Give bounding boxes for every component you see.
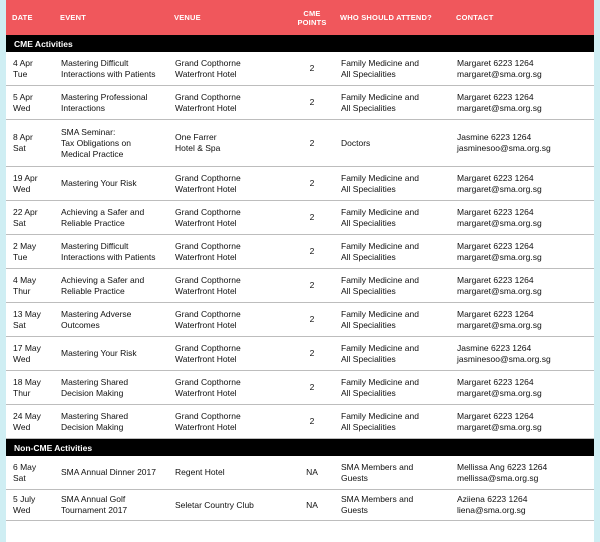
cell-venue: Grand Copthorne Waterfront Hotel	[168, 86, 290, 120]
section-label-cme: CME Activities	[6, 35, 594, 52]
cell-points: NA	[290, 456, 334, 490]
cell-contact: Margaret 6223 1264 margaret@sma.org.sg	[450, 303, 594, 337]
cell-contact: Aziiena 6223 1264 liena@sma.org.sg	[450, 490, 594, 521]
cell-event: Mastering Professional Interactions	[54, 86, 168, 120]
cell-venue: Grand Copthorne Waterfront Hotel	[168, 52, 290, 86]
cell-event: Achieving a Safer and Reliable Practice	[54, 269, 168, 303]
cell-date: 2 May Tue	[6, 235, 54, 269]
cell-points: 2	[290, 405, 334, 439]
cell-event: Mastering Your Risk	[54, 337, 168, 371]
header-venue: VENUE	[168, 0, 290, 35]
cell-attend: Family Medicine and All Specialities	[334, 371, 450, 405]
table-row	[6, 405, 594, 439]
table-row	[6, 167, 594, 201]
cell-date: 18 May Thur	[6, 371, 54, 405]
header-who-should-attend: WHO SHOULD ATTEND?	[334, 0, 450, 35]
cell-points: 2	[290, 167, 334, 201]
section-row-cme	[6, 35, 594, 52]
cell-points: NA	[290, 490, 334, 521]
cell-attend: Family Medicine and All Specialities	[334, 337, 450, 371]
section-row-non-cme	[6, 439, 594, 457]
cell-date: 24 May Wed	[6, 405, 54, 439]
section-label-non-cme: Non-CME Activities	[6, 439, 594, 457]
cell-attend: Family Medicine and All Specialities	[334, 201, 450, 235]
table-row	[6, 456, 594, 490]
cell-contact: Margaret 6223 1264 margaret@sma.org.sg	[450, 371, 594, 405]
cell-venue: Grand Copthorne Waterfront Hotel	[168, 269, 290, 303]
cell-date: 5 July Wed	[6, 490, 54, 521]
cell-points: 2	[290, 52, 334, 86]
cell-points: 2	[290, 86, 334, 120]
table-row	[6, 52, 594, 86]
cell-event: SMA Annual Golf Tournament 2017	[54, 490, 168, 521]
cell-date: 22 Apr Sat	[6, 201, 54, 235]
table-row	[6, 201, 594, 235]
cell-points: 2	[290, 201, 334, 235]
cell-contact: Margaret 6223 1264 margaret@sma.org.sg	[450, 52, 594, 86]
header-cme-points: CME POINTS	[290, 0, 334, 35]
table-row	[6, 120, 594, 167]
cell-attend: Family Medicine and All Specialities	[334, 167, 450, 201]
table-row	[6, 235, 594, 269]
cell-date: 5 Apr Wed	[6, 86, 54, 120]
cell-contact: Jasmine 6223 1264 jasminesoo@sma.org.sg	[450, 120, 594, 167]
table-row	[6, 86, 594, 120]
cell-attend: Family Medicine and All Specialities	[334, 235, 450, 269]
cell-contact: Margaret 6223 1264 margaret@sma.org.sg	[450, 86, 594, 120]
cell-date: 13 May Sat	[6, 303, 54, 337]
cell-date: 17 May Wed	[6, 337, 54, 371]
cell-contact: Mellissa Ang 6223 1264 mellissa@sma.org.sg	[450, 456, 594, 490]
table-row	[6, 337, 594, 371]
cell-contact: Jasmine 6223 1264 jasminesoo@sma.org.sg	[450, 337, 594, 371]
table-header-row	[6, 0, 594, 35]
cell-points: 2	[290, 120, 334, 167]
cell-venue: Regent Hotel	[168, 456, 290, 490]
cell-points: 2	[290, 303, 334, 337]
table-row	[6, 490, 594, 521]
cell-attend: SMA Members and Guests	[334, 456, 450, 490]
cell-event: Mastering Your Risk	[54, 167, 168, 201]
cell-venue: Grand Copthorne Waterfront Hotel	[168, 337, 290, 371]
cell-attend: Family Medicine and All Specialities	[334, 86, 450, 120]
cell-attend: Family Medicine and All Specialities	[334, 405, 450, 439]
cell-attend: Family Medicine and All Specialities	[334, 52, 450, 86]
cell-attend: SMA Members and Guests	[334, 490, 450, 521]
cell-date: 19 Apr Wed	[6, 167, 54, 201]
cell-event: Mastering Adverse Outcomes	[54, 303, 168, 337]
cell-venue: One Farrer Hotel & Spa	[168, 120, 290, 167]
cell-venue: Grand Copthorne Waterfront Hotel	[168, 235, 290, 269]
cell-attend: Family Medicine and All Specialities	[334, 269, 450, 303]
cell-attend: Doctors	[334, 120, 450, 167]
table-row	[6, 303, 594, 337]
cell-venue: Grand Copthorne Waterfront Hotel	[168, 167, 290, 201]
cell-points: 2	[290, 235, 334, 269]
cell-contact: Margaret 6223 1264 margaret@sma.org.sg	[450, 269, 594, 303]
cell-contact: Margaret 6223 1264 margaret@sma.org.sg	[450, 405, 594, 439]
cell-venue: Grand Copthorne Waterfront Hotel	[168, 201, 290, 235]
table-row	[6, 371, 594, 405]
cell-event: Mastering Difficult Interactions with Patients	[54, 52, 168, 86]
cell-venue: Seletar Country Club	[168, 490, 290, 521]
cell-event: Mastering Shared Decision Making	[54, 371, 168, 405]
cell-date: 6 May Sat	[6, 456, 54, 490]
cell-venue: Grand Copthorne Waterfront Hotel	[168, 405, 290, 439]
cell-venue: Grand Copthorne Waterfront Hotel	[168, 371, 290, 405]
cell-contact: Margaret 6223 1264 margaret@sma.org.sg	[450, 201, 594, 235]
cell-contact: Margaret 6223 1264 margaret@sma.org.sg	[450, 167, 594, 201]
cell-attend: Family Medicine and All Specialities	[334, 303, 450, 337]
cell-event: SMA Annual Dinner 2017	[54, 456, 168, 490]
cell-venue: Grand Copthorne Waterfront Hotel	[168, 303, 290, 337]
cell-event: Achieving a Safer and Reliable Practice	[54, 201, 168, 235]
header-event: EVENT	[54, 0, 168, 35]
cell-date: 4 May Thur	[6, 269, 54, 303]
events-table-panel	[6, 0, 594, 542]
header-contact: CONTACT	[450, 0, 594, 35]
cell-event: SMA Seminar: Tax Obligations on Medical Practice	[54, 120, 168, 167]
cell-points: 2	[290, 371, 334, 405]
cell-event: Mastering Shared Decision Making	[54, 405, 168, 439]
table-row	[6, 269, 594, 303]
cell-points: 2	[290, 337, 334, 371]
header-date: DATE	[6, 0, 54, 35]
cell-points: 2	[290, 269, 334, 303]
cell-date: 8 Apr Sat	[6, 120, 54, 167]
events-table	[6, 0, 594, 521]
cell-event: Mastering Difficult Interactions with Patients	[54, 235, 168, 269]
cell-date: 4 Apr Tue	[6, 52, 54, 86]
cell-contact: Margaret 6223 1264 margaret@sma.org.sg	[450, 235, 594, 269]
